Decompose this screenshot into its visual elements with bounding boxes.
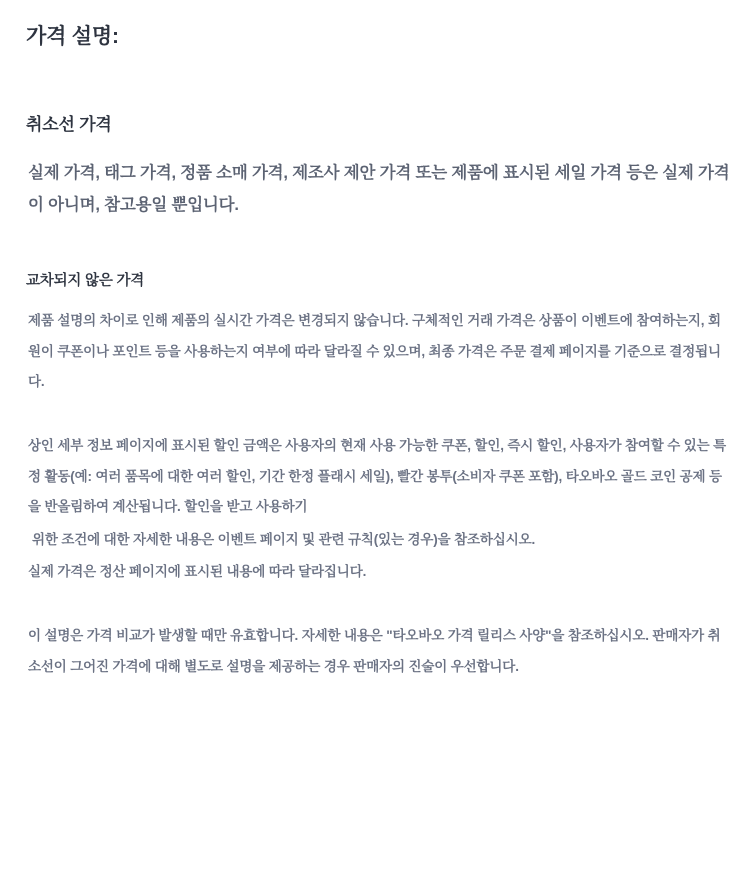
paragraph-discount-calculation: 상인 세부 정보 페이지에 표시된 할인 금액은 사용자의 현재 사용 가능한 쿠폰, 할인, 즉시 할인, 사용자가 참여할 수 있는 특정 활동(예: 여러 품목에 대한 여러 할인, 기간 한정 플래시 세일), 빨간 봉투(소비자 쿠폰 포함), 타오바오 골드 코인 공제 등을 반올림하여 계산됩니다. 할인을 받고 사용하기 — [28, 438, 726, 515]
page-title: 가격 설명: — [26, 25, 119, 48]
sub-heading-non-crossed-price: 교차되지 않은 가격 — [26, 273, 145, 290]
paragraph-settlement-page: 실제 가격은 정산 페이지에 표시된 내용에 따라 달라집니다. — [28, 563, 367, 579]
paragraph-realtime-price: 제품 설명의 차이로 인해 제품의 실시간 가격은 변경되지 않습니다. 구체적인 거래 가격은 상품이 이벤트에 참여하는지, 회원이 쿠폰이나 포인트 등을 사용하는지 여부에 따라 달라질 수 있으며, 최종 가격은 주문 결제 페이지를 기준으로 결정됩니다. — [28, 313, 721, 390]
lead-paragraph: 실제 가격, 태그 가격, 정품 소매 가격, 제조사 제안 가격 또는 제품에 표시된 세일 가격 등은 실제 가격이 아니며, 참고용일 뿐입니다. — [28, 164, 730, 215]
paragraph-discount-conditions: 위한 조건에 대한 자세한 내용은 이벤트 페이지 및 관련 규칙(있는 경우)을 참조하십시오. — [32, 531, 536, 547]
section-heading-strikethrough-price: 취소선 가격 — [26, 115, 112, 134]
paragraph-price-comparison-validity: 이 설명은 가격 비교가 발생할 때만 유효합니다. 자세한 내용은 "타오바오 가격 릴리스 사양"을 참조하십시오. 판매자가 취소선이 그어진 가격에 대해 별도로 설명을 제공하는 경우 판매자의 진술이 우선합니다. — [28, 628, 721, 674]
